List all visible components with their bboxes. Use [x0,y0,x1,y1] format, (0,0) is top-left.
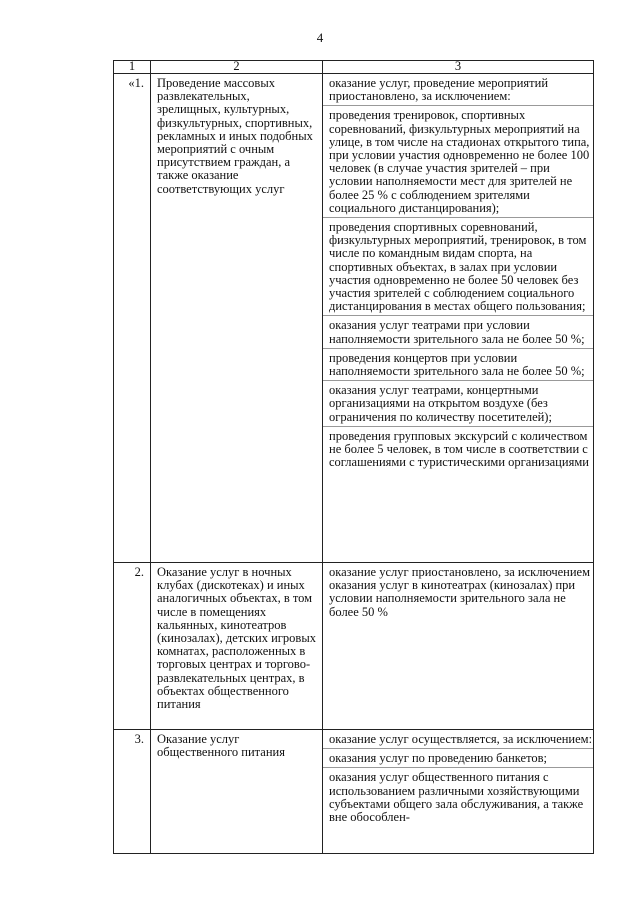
table-row [114,730,594,854]
column-header-1: 1 [114,61,151,74]
restrictions-table [113,60,594,854]
condition-clause: оказание услуг, проведение мероприятий приостановлено, за исключением: [323,77,593,106]
row-number: 3. [114,730,151,854]
table-row [114,563,594,730]
conditions-cell [323,730,594,854]
condition-clause: оказания услуг театрами при условии наполняемости зрительного зала не более 50 %; [323,319,593,348]
table-row [114,74,594,563]
condition-clause: проведения концертов при условии наполняемости зрительного зала не более 50 %; [323,352,593,381]
condition-clause: оказание услуг приостановлено, за исключением оказания услуг в кинотеатрах (кинозалах) при условии наполняемости зрительного зала не более 50 % [329,565,591,619]
column-header-3: 3 [323,61,594,74]
condition-clause: проведения спортивных соревнований, физкультурных мероприятий, тренировок, в том числе по командным видам спорта, на спортивных объектах, в залах при условии участия одновременно не более 50 человек без участия зрителей с соблюдением социального дистанцирования в местах общего пользования; [323,221,593,316]
condition-clause: проведения групповых экскурсий с количеством не более 5 человек, в том числе в соответствии с соглашениями с туристическими организациями [329,428,589,470]
table-header-row [114,61,594,74]
condition-clause: оказания услуг по проведению банкетов; [323,752,593,768]
activity-cell: Оказание услуг общественного питания [151,730,323,854]
activity-cell: Оказание услуг в ночных клубах (дискотеках) и иных аналогичных объектах, в том числе в помещениях кальянных, кинотеатров (кинозалах), детских игровых комнатах, расположенных в торговых центрах и торгово-развлекательных центрах, в объектах общественного питания [151,563,323,730]
condition-clause: проведения тренировок, спортивных соревнований, физкультурных мероприятий на улице, в том числе на стадионах открытого типа, при условии участия одновременно не более 100 человек (в случае участия зрителей – при условии наполняемости мест для зрителей не более 25 % с соблюдением зрителями социального дистанцирования); [323,109,593,218]
condition-clause: оказание услуг осуществляется, за исключением: [323,733,593,749]
conditions-cell [323,563,594,730]
activity-cell: Проведение массовых развлекательных, зрелищных, культурных, физкультурных, спортивных, рекламных и иных подобных мероприятий с очным присутствием граждан, а также оказание соответствующих услуг [151,74,323,563]
row-number: 2. [114,563,151,730]
row-number: «1. [114,74,151,563]
condition-clause: оказания услуг общественного питания с использованием различными хозяйствующими субъектами общего зала обслуживания, а также вне обособлен- [329,770,584,825]
conditions-cell [323,74,594,563]
column-header-2: 2 [151,61,323,74]
page-number: 4 [316,30,324,45]
condition-clause: оказания услуг театрами, концертными организациями на открытом воздухе (без ограничения по количеству посетителей); [323,384,593,427]
